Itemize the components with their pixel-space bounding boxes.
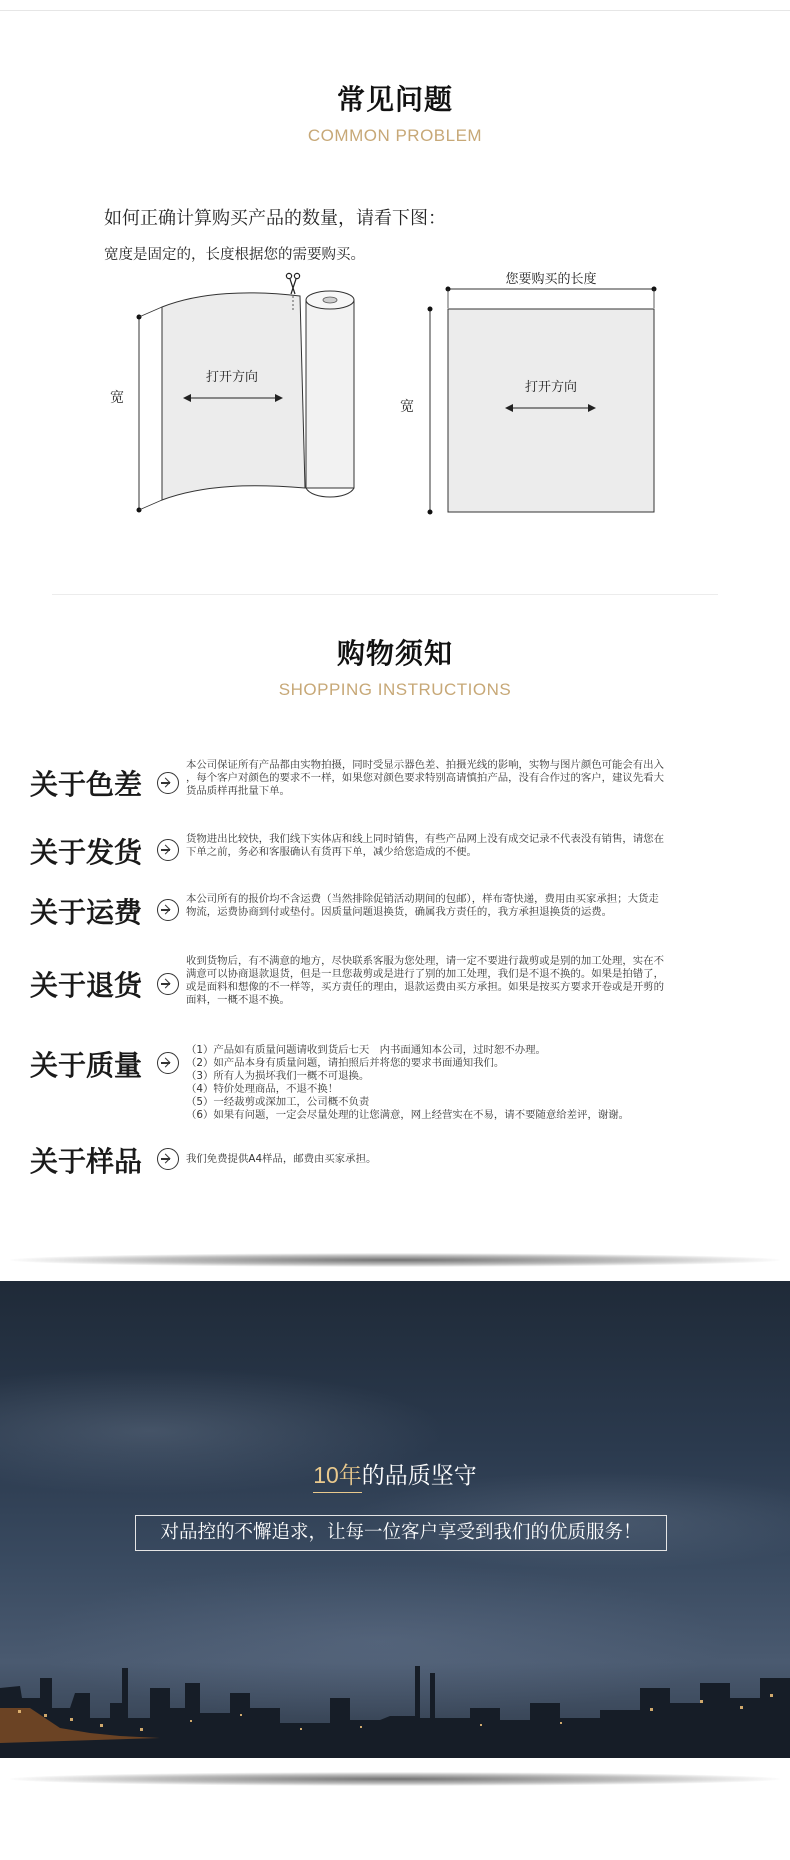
instruction-label: 关于样品 [30, 1145, 143, 1178]
arrow-circle-icon [157, 899, 179, 921]
dim-dot [428, 307, 433, 312]
faq-heading [337, 78, 453, 118]
top-divider [0, 10, 790, 11]
shopping-heading-text: 购物须知 [336, 637, 453, 670]
instruction-returns [30, 955, 750, 1015]
instruction-text: 收到货物后，有不满意的地方，尽快联系客服为您处理，请一定不要进行裁剪或是别的加工处理，实在不 满意可以协商退款退货，但是一旦您裁剪或是进行了别的加工处理，我们是不退不换的。如果是拍错了， 或是面料和想像的不一样等，买方责任的理由，退款运费由买方承担。如果是按买方要求开卷或是开剪的 面料，一概不退不换。 [186, 955, 664, 1006]
faq-section-title [0, 78, 790, 146]
instruction-label: 关于发货 [30, 836, 143, 869]
instruction-text: 本公司保证所有产品都由实物拍摄，同时受显示器色差、拍摄光线的影响，实物与图片颜色可能会有出入 ，每个客户对颜色的要求不一样，如果您对颜色要求特别高请慎拍产品，没有合作过的客户，建议先看大 货品质样再批量下单。 [186, 759, 664, 797]
dim-dot [428, 510, 433, 515]
roll-bottom [306, 488, 354, 497]
instruction-shipping [30, 831, 750, 891]
instruction-label: 关于质量 [30, 1049, 143, 1082]
section-divider [52, 594, 718, 595]
instruction-text: （1）产品如有质量问题请收到货后七天 内书面通知本公司，过时恕不办理。 （2）如产品本身有质量问题，请拍照后并将您的要求书面通知我们。 （3）所有人为损坏我们一概不可退换。 （4）特价处理商品，不退不换！ （5）一经裁剪或深加工，公司概不负责 （6）如果有问题，一定会尽量处理的让您满意，网上经营实在不易，请不要随意给差评，谢谢。 [186, 1044, 630, 1121]
instruction-samples [30, 1140, 750, 1200]
dim-leader [139, 500, 162, 510]
banner-slogan [0, 1457, 790, 1493]
arrow-circle-icon [157, 973, 179, 995]
city-skyline [0, 1648, 790, 1758]
rect-direction-label: 打开方向 [524, 380, 578, 395]
arrow-circle-icon [157, 1052, 179, 1074]
instruction-quality [30, 1044, 750, 1121]
instruction-freight [30, 891, 750, 951]
arrow-circle-icon [157, 839, 179, 861]
fabric-sheet [162, 293, 305, 500]
dim-leader [139, 307, 162, 317]
instruction-color-diff [30, 758, 750, 818]
roll-width-label: 宽 [110, 390, 124, 406]
shopping-section-title [0, 632, 790, 700]
instruction-text: 我们免费提供A4样品，邮费由买家承担。 [186, 1153, 377, 1165]
shadow-divider-bottom [0, 1762, 790, 1788]
banner-motto: 对品控的不懈追求，让每一位客户享受到我们的优质服务！ [135, 1515, 667, 1551]
roll-core [323, 297, 337, 303]
arrow-circle-icon [157, 772, 179, 794]
instruction-text: 货物进出比较快，我们线下实体店和线上同时销售，有些产品网上没有成交记录不代表没有销售，请您在 下单之前，务必和客服确认有货再下单，减少给您造成的不便。 [186, 833, 664, 858]
banner-slogan-underline [313, 1457, 362, 1493]
banner-years: 10年 [313, 1462, 362, 1488]
faq-note: 宽度是固定的，长度根据您的需要购买。 [104, 247, 365, 263]
instruction-text: 本公司所有的报价均不含运费（当然排除促销活动期间的包邮），样布寄快递，费用由买家承担；大货走 物流，运费协商到付或垫付。因质量问题退换货，确属我方责任的，我方承担退换货的运费。 [186, 893, 659, 918]
fabric-length-diagram [0, 270, 790, 530]
quality-banner [0, 1281, 790, 1758]
faq-question: 如何正确计算购买产品的数量，请看下图： [104, 208, 446, 229]
shopping-subtitle: SHOPPING INSTRUCTIONS [278, 680, 512, 699]
shadow-divider [0, 1243, 790, 1269]
instruction-label: 关于色差 [30, 768, 143, 801]
rect-length-label: 您要购买的长度 [505, 272, 597, 287]
banner-slogan-rest: 的品质坚守 [361, 1463, 477, 1489]
shopping-heading [337, 632, 453, 672]
instruction-label: 关于退货 [30, 969, 143, 1002]
scissors-icon [286, 273, 299, 294]
rect-width-label: 宽 [400, 399, 414, 415]
fabric-rect [448, 309, 654, 512]
fabric-roll [306, 300, 354, 488]
arrow-circle-icon [157, 1148, 179, 1170]
faq-subtitle: COMMON PROBLEM [307, 126, 483, 145]
roll-direction-label: 打开方向 [206, 370, 259, 385]
faq-heading-text: 常见问题 [336, 83, 453, 116]
instruction-label: 关于运费 [30, 896, 143, 929]
